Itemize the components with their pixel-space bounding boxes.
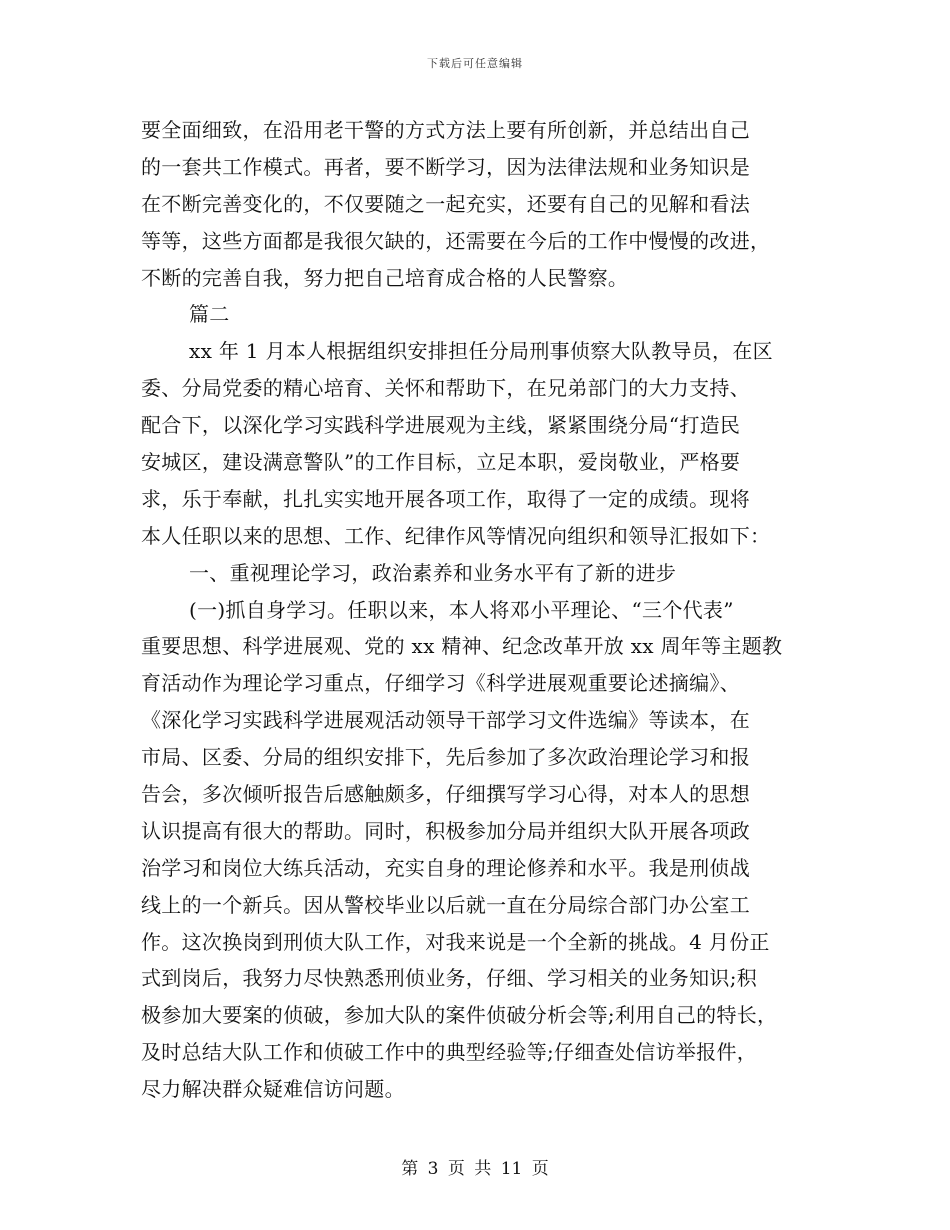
text-line: 式到岗后，我努力尽快熟悉刑侦业务，仔细、学习相关的业务知识;积: [141, 966, 758, 991]
text-line: 极参加大要案的侦破，参加大队的案件侦破分析会等;利用自己的特长，: [141, 1003, 778, 1028]
text-line: 作。这次换岗到刑侦大队工作，对我来说是一个全新的挑战。4 月份正: [141, 929, 770, 954]
text-line: 治学习和岗位大练兵活动，充实自身的理论修养和水平。我是刑侦战: [141, 855, 750, 880]
text-line: 要全面细致，在沿用老干警的方式方法上要有所创新，并总结出自己: [141, 118, 750, 142]
section-heading: 篇二: [189, 302, 230, 327]
text-line: 不断的完善自我，努力把自己培育成合格的人民警察。: [141, 265, 629, 290]
text-line: 配合下，以深化学习实践科学进展观为主线，紧紧围绕分局“打造民: [141, 413, 741, 438]
text-line: 委、分局党委的精心培育、关怀和帮助下，在兄弟部门的大力支持、: [141, 376, 750, 401]
page-header: 下载后可任意编辑: [427, 57, 523, 70]
text-line: 重要思想、科学进展观、党的 xx 精神、纪念改革开放 xx 周年等主题教: [141, 634, 783, 659]
text-line: xx 年 1 月本人根据组织安排担任分局刑事侦察大队教导员，在区: [189, 339, 773, 364]
document-body: [141, 112, 821, 1108]
text-line: 安城区，建设满意警队”的工作目标，立足本职，爱岗敬业，严格要: [141, 450, 741, 475]
text-line: 本人任职以来的思想、工作、纪律作风等情况向组织和领导汇报如下：: [141, 523, 771, 548]
text-line: 市局、区委、分局的组织安排下，先后参加了多次政治理论学习和报: [141, 745, 750, 770]
text-line: 尽力解决群众疑难信访问题。: [141, 1077, 405, 1102]
text-line: 告会，多次倾听报告后感触颇多，仔细撰写学习心得，对本人的思想: [141, 782, 750, 807]
text-line: 《深化学习实践科学进展观活动领导干部学习文件选编》等读本，在: [141, 708, 750, 733]
subsection-heading: 一、重视理论学习，政治素养和业务水平有了新的进步: [189, 560, 677, 585]
text-line: (一)抓自身学习。任职以来，本人将邓小平理论、“三个代表”: [189, 597, 734, 622]
text-line: 线上的一个新兵。因从警校毕业以后就一直在分局综合部门办公室工: [141, 892, 750, 917]
text-line: 的一套共工作模式。再者，要不断学习，因为法律法规和业务知识是: [141, 154, 750, 179]
page-number-footer: 第 3 页 共 11 页: [401, 1159, 549, 1179]
text-line: 求，乐于奉献，扎扎实实地开展各项工作，取得了一定的成绩。现将: [141, 486, 750, 511]
text-line: 及时总结大队工作和侦破工作中的典型经验等;仔细查处信访举报件，: [141, 1040, 758, 1065]
text-line: 等等，这些方面都是我很欠缺的，还需要在今后的工作中慢慢的改进，: [141, 228, 771, 253]
text-line: 在不断完善变化的，不仅要随之一起充实，还要有自己的见解和看法: [141, 191, 750, 216]
text-line: 育活动作为理论学习重点，仔细学习《科学进展观重要论述摘编》、: [141, 671, 740, 696]
text-line: 认识提高有很大的帮助。同时，积极参加分局并组织大队开展各项政: [141, 818, 750, 843]
